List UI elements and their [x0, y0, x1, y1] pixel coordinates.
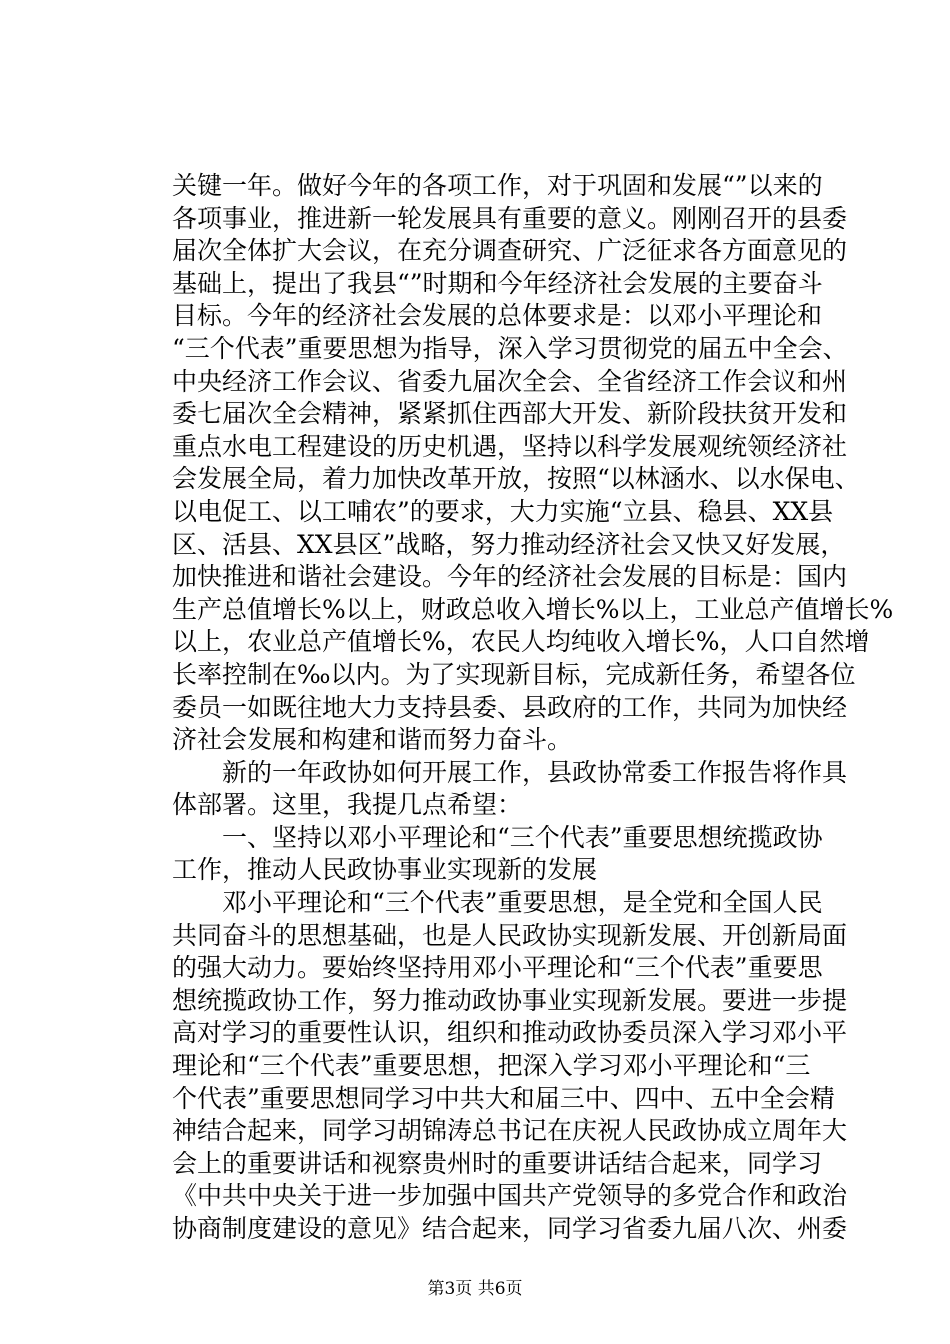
text-line: 生产总值增长%以上，财政总收入增长%以上，工业总产值增长%: [172, 594, 894, 624]
text-line: “三个代表”重要思想为指导，深入学习贯彻党的届五中全会、: [172, 333, 848, 363]
text-line: 《中共中央关于进一步加强中国共产党领导的多党合作和政治: [172, 1181, 848, 1211]
text-line: 邓小平理论和“三个代表”重要思想，是全党和全国人民: [222, 888, 823, 918]
text-line: 协商制度建设的意见》结合起来，同学习省委九届八次、州委: [172, 1214, 848, 1243]
text-line: 届次全体扩大会议，在充分调查研究、广泛征求各方面意见的: [172, 236, 848, 266]
text-line: 共同奋斗的思想基础，也是人民政协实现新发展、开创新局面: [172, 920, 848, 950]
text-line: 理论和“三个代表”重要思想，把深入学习邓小平理论和“三: [172, 1051, 811, 1081]
text-line: 中央经济工作会议、省委九届次全会、全省经济工作会议和州: [172, 366, 848, 396]
text-line: 新的一年政协如何开展工作，县政协常委工作报告将作具: [222, 757, 848, 787]
text-line: 区、活县、XX县区”战略，努力推动经济社会又快又好发展，: [172, 529, 846, 559]
page-footer: 第3页 共6页: [427, 1279, 523, 1299]
text-line: 会上的重要讲话和视察贵州时的重要讲话结合起来，同学习: [172, 1148, 823, 1178]
text-line: 基础上，提出了我县“”时期和今年经济社会发展的主要奋斗: [172, 268, 823, 298]
text-line: 以上，农业总产值增长%，农民人均纯收入增长%，人口自然增: [172, 627, 870, 657]
text-line: 工作，推动人民政协事业实现新的发展: [172, 855, 598, 885]
text-line: 委员一如既往地大力支持县委、县政府的工作，共同为加快经: [172, 692, 848, 722]
text-line: 委七届次全会精神，紧紧抓住西部大开发、新阶段扶贫开发和: [172, 399, 848, 429]
text-line: 神结合起来，同学习胡锦涛总书记在庆祝人民政协成立周年大: [172, 1116, 848, 1146]
text-line: 济社会发展和构建和谐而努力奋斗。: [172, 725, 573, 755]
text-line: 会发展全局，着力加快改革开放，按照“以林涵水、以水保电、: [172, 464, 860, 494]
text-line: 目标。今年的经济社会发展的总体要求是：以邓小平理论和: [172, 301, 823, 331]
text-line: 加快推进和谐社会建设。今年的经济社会发展的目标是：国内: [172, 562, 848, 592]
text-line: 长率控制在‰以内。为了实现新目标，完成新任务，希望各位: [172, 659, 856, 689]
text-line: 以电促工、以工哺农”的要求，大力实施“立县、稳县、XX县: [172, 496, 834, 526]
body-text: [172, 170, 894, 1246]
text-line: 体部署。这里，我提几点希望：: [172, 790, 523, 820]
text-line: 的强大动力。要始终坚持用邓小平理论和“三个代表”重要思: [172, 953, 823, 983]
text-line: 个代表”重要思想同学习中共大和届三中、四中、五中全会精: [172, 1083, 835, 1113]
text-line: 各项事业，推进新一轮发展具有重要的意义。刚刚召开的县委: [172, 203, 848, 233]
text-line: 一、坚持以邓小平理论和“三个代表”重要思想统揽政协: [222, 822, 823, 852]
text-line: 想统揽政协工作，努力推动政协事业实现新发展。要进一步提: [172, 985, 848, 1015]
text-line: 重点水电工程建设的历史机遇，坚持以科学发展观统领经济社: [172, 431, 848, 461]
text-line: 高对学习的重要性认识，组织和推动政协委员深入学习邓小平: [172, 1018, 848, 1048]
text-line: 关键一年。做好今年的各项工作，对于巩固和发展“”以来的: [172, 171, 823, 200]
